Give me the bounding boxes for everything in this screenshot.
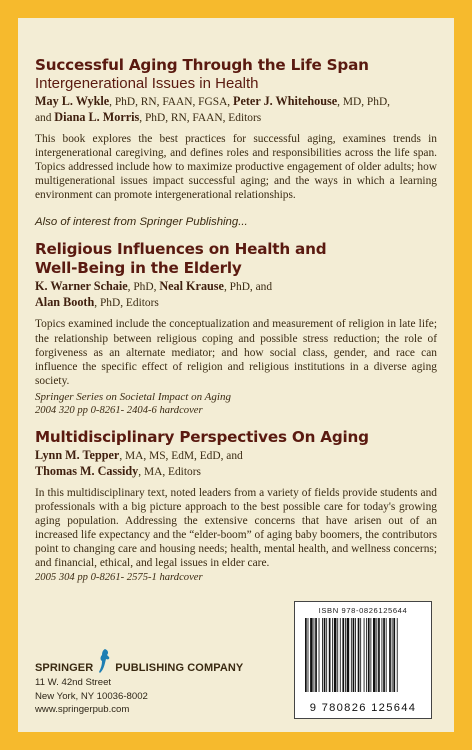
editor-creds: , PhD, RN, FAAN, FGSA,: [109, 96, 234, 108]
barcode-bar: [382, 618, 383, 692]
back-cover-panel: [18, 18, 454, 732]
barcode-bar: [366, 618, 367, 692]
book-2-title: [35, 240, 437, 278]
address-line-1: 11 W. 42nd Street: [35, 677, 112, 688]
also-of-interest-heading: Also of interest from Springer Publishing...: [35, 216, 248, 229]
barcode-bar: [358, 618, 360, 692]
barcode-bar: [393, 618, 395, 692]
barcode-bar: [326, 618, 327, 692]
barcode-bar: [305, 618, 307, 692]
editor-creds: , PhD, and: [223, 281, 273, 294]
publisher-block: [35, 646, 275, 717]
book-2-section: [35, 240, 437, 417]
editor-name: Peter J. Whitehouse: [233, 94, 338, 108]
book-2-description: Topics examined include the conceptualization and measurement of religion in late life; the relationship between religious coping and possible stress reduction; the role of forgiveness as an alternate mediator; and how social class, gender, and race can influence the specific effect of religion and religious institutions in a diverse aging society.: [35, 318, 437, 387]
barcode-bar: [329, 618, 331, 692]
barcode-bar: [373, 618, 376, 692]
barcode-bar: [345, 618, 346, 692]
barcode-bar: [334, 618, 337, 692]
book-1-editors: [35, 94, 437, 126]
editor-name: Diana L. Morris: [54, 110, 140, 124]
barcode-bar: [364, 618, 365, 692]
editor-name: Alan Booth: [35, 295, 95, 310]
barcode-bar: [353, 618, 355, 692]
editor-creds: , PhD, RN, FAAN, Editors: [139, 112, 262, 124]
publisher-logo-right: PUBLISHING COMPANY: [115, 662, 244, 674]
barcode-bar: [319, 618, 320, 692]
editor-name: K. Warner Schaie: [35, 279, 128, 294]
barcode-bar: [355, 618, 356, 692]
publisher-logo-left: SPRINGER: [35, 662, 94, 674]
book-1-title: Successful Aging Through the Life Span: [35, 56, 369, 74]
book-2-title-line-2: Well-Being in the Elderly: [35, 259, 242, 278]
springer-horse-icon: [96, 648, 112, 674]
book-3-editors: [35, 448, 437, 480]
barcode-bar: [310, 618, 313, 692]
publisher-address: [35, 676, 275, 717]
editor-name: Neal Krause: [159, 279, 224, 294]
barcode-bar: [383, 618, 385, 692]
barcode-bar: [368, 618, 370, 692]
book-2-editors: [35, 279, 437, 311]
editor-name: Lynn M. Tepper: [35, 447, 120, 462]
barcode-bar: [392, 618, 393, 692]
isbn-label: ISBN 978-0826125644: [318, 606, 408, 615]
book-1-section: [35, 56, 437, 202]
barcode-bar: [340, 618, 341, 692]
editor-name: Thomas M. Cassidy: [35, 463, 139, 478]
barcode-box: [294, 601, 432, 719]
barcode-bar: [315, 618, 317, 692]
barcode-bar: [342, 618, 344, 692]
barcode-bar: [370, 618, 371, 692]
book-3-pub-info: 2005 304 pp 0-8261- 2575-1 hardcover: [35, 571, 203, 583]
barcode-bar: [324, 618, 326, 692]
barcode-bar: [308, 618, 309, 692]
barcode-bar: [378, 618, 380, 692]
barcode-bar: [360, 618, 361, 692]
barcode-bar: [351, 618, 352, 692]
publisher-website: www.springerpub.com: [35, 704, 130, 715]
editor-creds: , MA, MS, EdM, EdD, and: [119, 449, 243, 462]
barcode-bar: [389, 618, 391, 692]
address-line-2: New York, NY 10036-8002: [35, 690, 148, 702]
book-2-title-line-1: Religious Influences on Health and: [35, 240, 327, 259]
editor-creds: , MD, PhD,: [337, 96, 391, 108]
barcode-bar: [347, 618, 350, 692]
book-3-title: Multidisciplinary Perspectives On Aging: [35, 427, 369, 446]
book-2-pub-info: 2004 320 pp 0-8261- 2404-6 hardcover: [35, 404, 203, 416]
barcode-number: 9 780826 125644: [309, 702, 417, 714]
book-3-section: [35, 428, 437, 585]
editor-creds: , PhD,: [127, 281, 160, 294]
book-1-description: This book explores the best practices for successful aging, examines trends in intergenerational caregiving, and defines roles and responsibilities across the life span. Topics addressed include how to maximize productive engagement of older adults; how multigenerational issues impact successful aging; and the ways in which a learning environment can promote intergenerational relationships.: [35, 133, 437, 202]
barcode-bar: [332, 618, 333, 692]
cover-content: [35, 56, 437, 595]
barcode-bar: [397, 618, 398, 692]
barcode-bars-icon: [304, 618, 422, 698]
book-1-subtitle: Intergenerational Issues in Health: [35, 75, 259, 92]
barcode-bar: [322, 618, 323, 692]
barcode-bar: [376, 618, 377, 692]
barcode-bar: [386, 618, 387, 692]
book-3-description: In this multidisciplinary text, noted leaders from a variety of fields provide students and professionals with a big picture approach to the best possible care for today's growing aging population. Addressing the extensive concerns that have arisen out of an increased life expectancy and the “elder-boom” of aging baby boomers, the contributors point to changing care and housing needs; health, mental health, and wellness concerns; and financial, ethical, and legal issues in elder care.: [35, 486, 437, 570]
barcode-bar: [337, 618, 338, 692]
editor-prefix: and: [35, 112, 55, 124]
editor-creds: , PhD, Editors: [94, 297, 159, 310]
barcode-bar: [314, 618, 315, 692]
book-2-series: Springer Series on Societal Impact on Aging: [35, 390, 231, 403]
publisher-logo: [35, 646, 275, 674]
editor-name: May L. Wykle: [35, 94, 110, 108]
editor-creds: , MA, Editors: [138, 465, 201, 478]
